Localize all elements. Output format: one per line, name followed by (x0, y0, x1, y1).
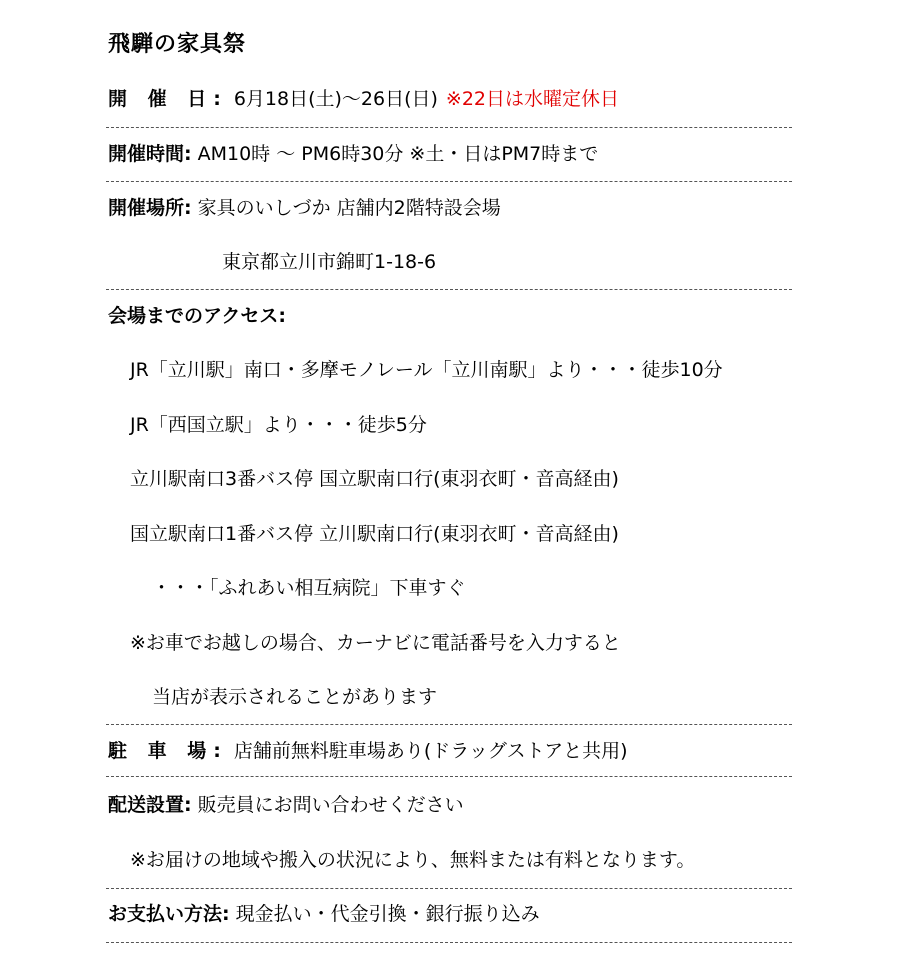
delivery-row (108, 792, 464, 818)
venue-name: 家具のいしづか 店舗内2階特設会場 (197, 197, 501, 219)
dates-row (108, 86, 619, 112)
payment-value: 現金払い・代金引換・銀行振り込み (235, 903, 540, 925)
divider (106, 776, 792, 777)
divider (106, 888, 792, 889)
divider (106, 127, 792, 128)
dates-value: 6月18日(土)～26日(日) (233, 88, 438, 110)
access-line: JR「立川駅」南口・多摩モノレール「立川南駅」より・・・徒歩10分 (130, 359, 723, 381)
access-line: ・・・「ふれあい相互病院」下車すぐ (152, 577, 466, 599)
access-line: 立川駅南口3番バス停 国立駅南口行(東羽衣町・音高経由) (130, 468, 619, 490)
dates-label: 開 催 日: (108, 88, 228, 110)
payment-row (108, 901, 540, 927)
divider (106, 724, 792, 725)
delivery-value: 販売員にお問い合わせください (197, 794, 464, 816)
access-label: 会場までのアクセス: (108, 305, 287, 327)
payment-label: お支払い方法: (108, 903, 230, 925)
divider (106, 181, 792, 182)
access-car-note: 当店が表示されることがあります (152, 686, 438, 708)
divider (106, 942, 792, 943)
hours-label: 開催時間: (108, 143, 192, 165)
hours-value: AM10時 ～ PM6時30分 ※土・日はPM7時まで (197, 143, 599, 165)
delivery-label: 配送設置: (108, 794, 192, 816)
parking-value: 店舗前無料駐車場あり(ドラッグストアと共用) (233, 740, 628, 762)
divider (106, 289, 792, 290)
venue-row (108, 195, 501, 221)
venue-label: 開催場所: (108, 197, 192, 219)
access-line: 国立駅南口1番バス停 立川駅南口行(東羽衣町・音高経由) (130, 523, 619, 545)
parking-row (108, 738, 628, 764)
venue-address: 東京都立川市錦町1-18-6 (222, 251, 437, 273)
dates-note: ※22日は水曜定休日 (445, 88, 620, 110)
page-title: 飛騨の家具祭 (108, 32, 247, 57)
access-line: JR「西国立駅」より・・・徒歩5分 (130, 414, 427, 436)
parking-label: 駐 車 場: (108, 740, 228, 762)
delivery-note: ※お届けの地域や搬入の状況により、無料または有料となります。 (130, 849, 696, 871)
access-car-note: ※お車でお越しの場合、カーナビに電話番号を入力すると (130, 632, 621, 654)
hours-row (108, 141, 598, 167)
